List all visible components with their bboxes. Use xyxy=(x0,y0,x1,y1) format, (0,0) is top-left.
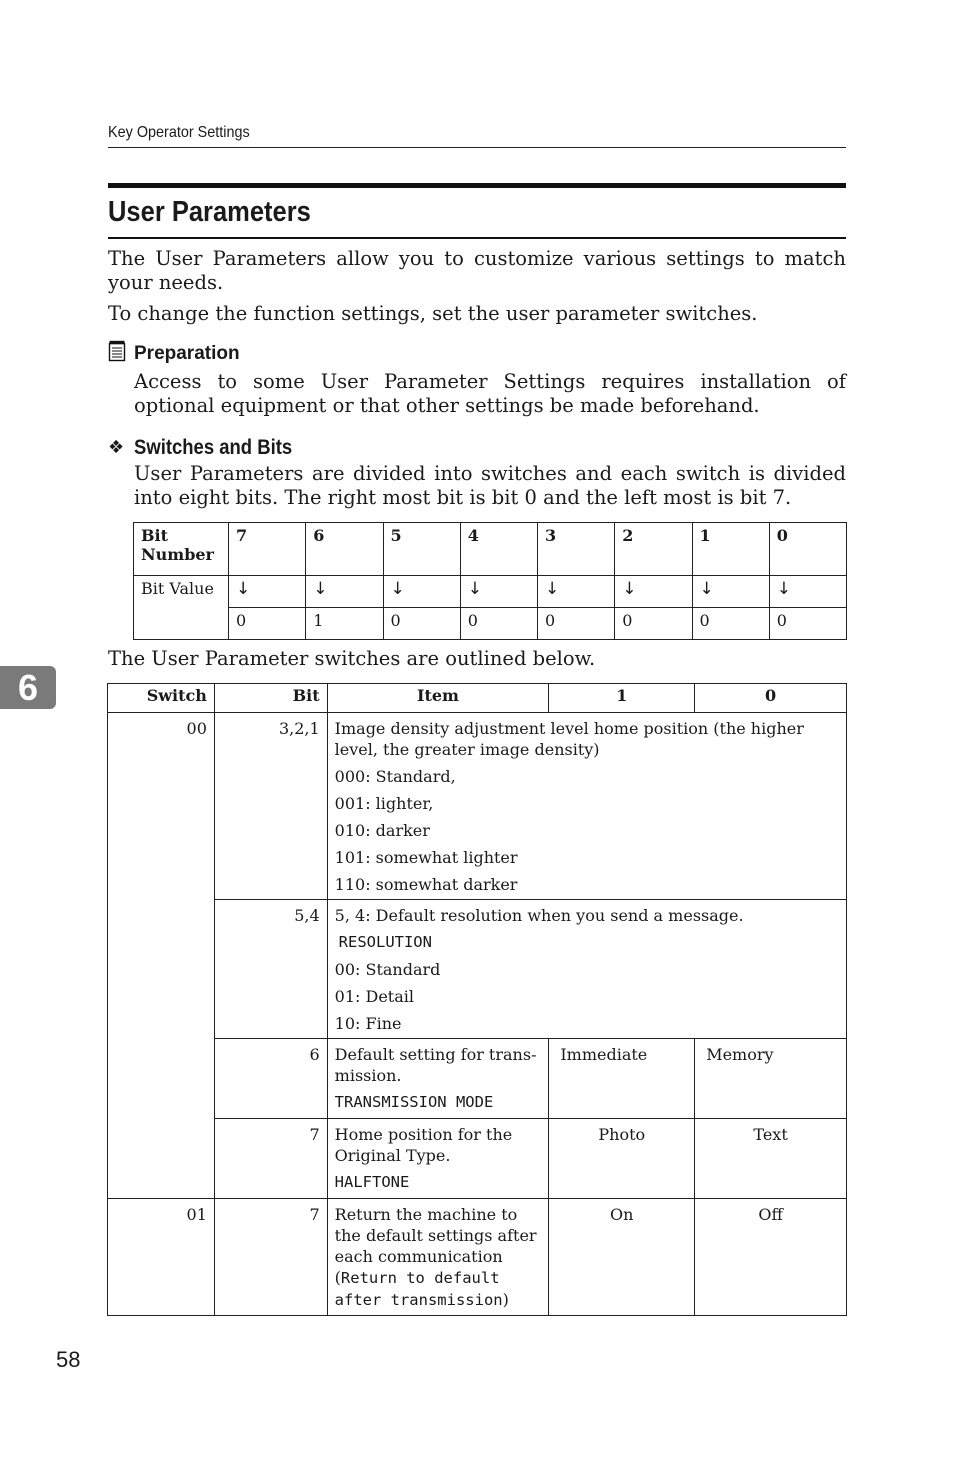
page-number: 58 xyxy=(56,1347,81,1372)
table-row xyxy=(108,900,847,1039)
bit-value-cell: 0 xyxy=(692,608,769,640)
option-line: 110: somewhat darker xyxy=(334,875,518,894)
bit-cell: 0 xyxy=(769,523,846,576)
switches-heading: Switches and Bits xyxy=(134,436,293,459)
bit-number-row xyxy=(134,523,847,576)
switches-text: User Parameters are divided into switches and each switch is divided into eight bits. The right most bit is bit 0 and the left most is bit 7. xyxy=(134,462,846,509)
bit-cell: 7 xyxy=(214,1199,327,1316)
parameter-table-header xyxy=(108,684,847,713)
value-0-cell: Memory xyxy=(695,1039,847,1119)
header-value-1: 1 xyxy=(549,684,695,713)
option-line: 001: lighter, xyxy=(334,794,434,813)
preparation-heading: Preparation xyxy=(134,343,240,364)
bit-number-label: Bit Number xyxy=(134,523,229,576)
bit-value-cell: 0 xyxy=(615,608,692,640)
option-line: 00: Standard xyxy=(334,960,441,979)
item-cell xyxy=(327,713,846,900)
value-1-cell: On xyxy=(549,1199,695,1316)
switch-cell: 01 xyxy=(108,1199,215,1316)
page-title: User Parameters xyxy=(108,196,311,228)
header-switch: Switch xyxy=(108,684,215,713)
header-value-0: 0 xyxy=(695,684,847,713)
down-arrow-icon: ↓ xyxy=(229,576,306,608)
bit-cell: 6 xyxy=(214,1039,327,1119)
title-bottom-rule xyxy=(108,237,846,239)
notepad-icon xyxy=(108,340,126,362)
parameter-table xyxy=(107,683,847,1316)
bit-value-row xyxy=(134,608,847,640)
table-row xyxy=(108,1039,847,1119)
bit-value-cell: 0 xyxy=(229,608,306,640)
bit-value-label: Bit Value xyxy=(134,576,229,640)
down-arrow-icon: ↓ xyxy=(538,576,615,608)
display-key: HALFTONE xyxy=(334,1173,410,1191)
display-key: TRANSMISSION MODE xyxy=(334,1093,494,1111)
bit-cell: 5 xyxy=(383,523,460,576)
item-description: Default setting for trans-mission. xyxy=(334,1045,537,1085)
option-line: 101: somewhat lighter xyxy=(334,848,518,867)
item-description: Return the machine to the default settings after each communication ( xyxy=(334,1205,537,1287)
display-key: RESOLUTION xyxy=(338,933,432,951)
item-description: 5, 4: Default resolution when you send a message. xyxy=(334,906,744,925)
table-row xyxy=(108,1199,847,1316)
outline-text: The User Parameter switches are outlined below. xyxy=(108,647,596,670)
switch-cell: 00 xyxy=(108,713,215,1199)
header-item: Item xyxy=(327,684,549,713)
bit-arrow-row xyxy=(134,576,847,608)
down-arrow-icon: ↓ xyxy=(460,576,537,608)
down-arrow-icon: ↓ xyxy=(692,576,769,608)
bit-cell: 1 xyxy=(692,523,769,576)
header-bit: Bit xyxy=(214,684,327,713)
intro-paragraph: The User Parameters allow you to customize various settings to match your needs. xyxy=(108,247,846,294)
preparation-text: Access to some User Parameter Settings requires installation of optional equipment or that other settings be made beforehand. xyxy=(134,370,846,417)
option-line: 000: Standard, xyxy=(334,767,456,786)
bit-value-cell: 0 xyxy=(383,608,460,640)
value-0-cell: Off xyxy=(695,1199,847,1316)
item-cell xyxy=(327,1119,549,1199)
running-head: Key Operator Settings xyxy=(108,124,250,141)
bit-cell: 7 xyxy=(214,1119,327,1199)
bit-value-cell: 0 xyxy=(460,608,537,640)
value-1-cell: Photo xyxy=(549,1119,695,1199)
down-arrow-icon: ↓ xyxy=(383,576,460,608)
down-arrow-icon: ↓ xyxy=(615,576,692,608)
bit-cell: 7 xyxy=(229,523,306,576)
intro-paragraph-2: To change the function settings, set the user parameter switches. xyxy=(108,302,758,325)
bit-cell: 6 xyxy=(306,523,383,576)
display-key: Return to default after transmission xyxy=(334,1269,503,1309)
bit-value-cell: 0 xyxy=(538,608,615,640)
bit-value-cell: 1 xyxy=(306,608,383,640)
down-arrow-icon: ↓ xyxy=(306,576,383,608)
header-rule xyxy=(108,147,846,148)
option-line: 10: Fine xyxy=(334,1014,402,1033)
down-arrow-icon: ↓ xyxy=(769,576,846,608)
option-line: 01: Detail xyxy=(334,987,414,1006)
item-description: Home position for the Original Type. xyxy=(334,1125,513,1165)
bit-cell: 3 xyxy=(538,523,615,576)
bit-cell: 4 xyxy=(460,523,537,576)
value-1-cell: Immediate xyxy=(549,1039,695,1119)
title-top-rule xyxy=(108,183,846,188)
item-description: Image density adjustment level home position (the higher level, the greater image density) xyxy=(334,719,804,759)
item-cell xyxy=(327,1199,549,1316)
item-cell xyxy=(327,1039,549,1119)
bit-value-cell: 0 xyxy=(769,608,846,640)
item-cell xyxy=(327,900,846,1039)
table-row xyxy=(108,713,847,900)
chapter-tab: 6 xyxy=(0,666,56,709)
bit-cell: 5,4 xyxy=(214,900,327,1039)
bit-cell: 3,2,1 xyxy=(214,713,327,900)
diamond-bullet-icon: ❖ xyxy=(108,437,125,458)
table-row xyxy=(108,1119,847,1199)
value-0-cell: Text xyxy=(695,1119,847,1199)
item-description-end: ) xyxy=(502,1290,509,1309)
option-line: 010: darker xyxy=(334,821,430,840)
bit-table xyxy=(133,522,847,640)
bit-cell: 2 xyxy=(615,523,692,576)
